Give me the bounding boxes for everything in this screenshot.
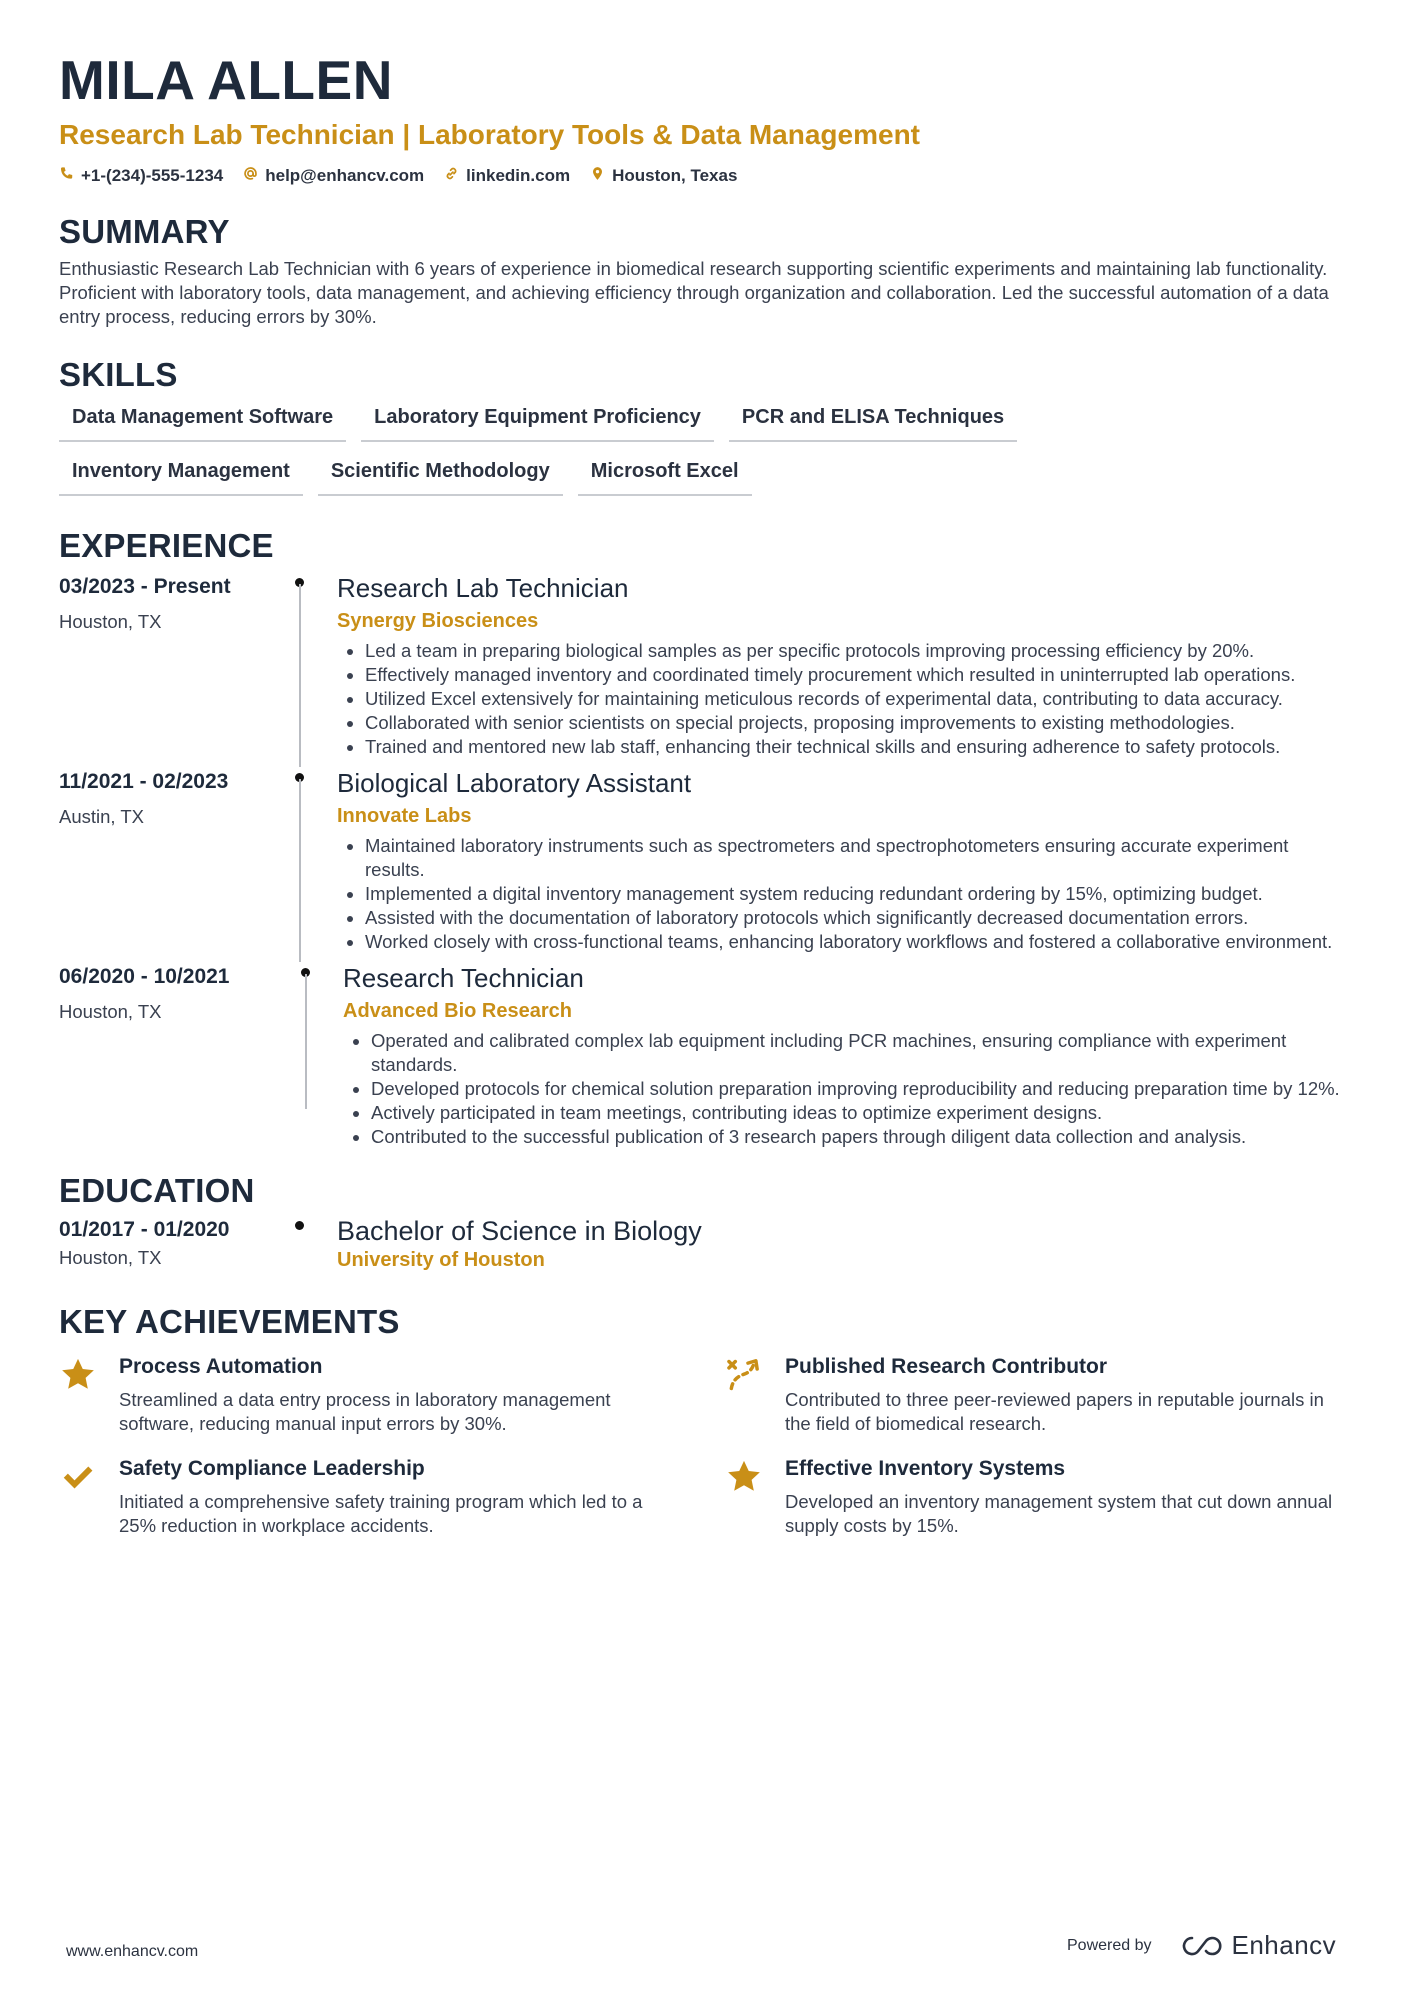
footer-branding — [1067, 1930, 1336, 1961]
skill-list — [59, 402, 1209, 496]
achievement-description: Initiated a comprehensive safety training program which led to a 25% reduction in workplace accidents. — [119, 1491, 643, 1536]
job-location: Austin, TX — [59, 806, 145, 827]
job-location: Houston, TX — [59, 611, 162, 632]
skill-tag: Inventory Management — [59, 456, 303, 496]
job-dates: 03/2023 - Present — [59, 575, 231, 598]
achievement-item — [725, 1354, 1345, 1436]
enhancv-logo-icon — [1180, 1934, 1224, 1958]
enhancv-logo[interactable] — [1180, 1930, 1337, 1961]
job-bullet: • Trained and mentored new lab staff, enhancing their technical skills and ensuring adherence to safety protocols. — [365, 735, 1351, 759]
timeline-marker — [293, 767, 305, 962]
powered-by-label: Powered by — [1067, 1936, 1152, 1954]
job-bullet: • Maintained laboratory instruments such as spectrometers and spectrophotometers ensuring accurate experiment results. — [365, 834, 1351, 882]
at-icon — [243, 166, 258, 186]
education-entry — [59, 1215, 1351, 1272]
education-degree: Bachelor of Science in Biology — [337, 1216, 702, 1246]
linkedin-text: linkedin.com — [466, 166, 571, 185]
experience-entry — [59, 962, 1351, 1149]
candidate-name: MILA ALLEN — [59, 49, 393, 111]
education-section — [59, 1171, 1351, 1272]
contact-email[interactable] — [243, 166, 424, 186]
job-bullet: • Contributed to the successful publication of 3 research papers through diligent data collection and analysis. — [371, 1125, 1351, 1149]
job-dates: 11/2021 - 02/2023 — [59, 770, 229, 793]
skill-tag: Microsoft Excel — [578, 456, 752, 496]
job-role: Biological Laboratory Assistant — [337, 768, 692, 798]
job-bullet: • Effectively managed inventory and coordinated timely procurement which resulted in uninterrupted lab operations. — [365, 663, 1351, 687]
job-role: Research Technician — [343, 963, 584, 993]
contact-phone[interactable] — [59, 166, 223, 186]
achievement-description: Streamlined a data entry process in laboratory management software, reducing manual input errors by 30%. — [119, 1389, 611, 1434]
job-location: Houston, TX — [59, 1001, 162, 1022]
job-bullet: • Worked closely with cross-functional teams, enhancing laboratory workflows and fostered a collaborative environment. — [365, 930, 1351, 954]
location-pin-icon — [590, 166, 605, 186]
achievement-description: Developed an inventory management system that cut down annual supply costs by 15%. — [785, 1491, 1333, 1536]
contact-location — [590, 166, 737, 186]
job-dates: 06/2020 - 10/2021 — [59, 965, 230, 988]
timeline-marker — [293, 572, 305, 767]
job-role: Research Lab Technician — [337, 573, 629, 603]
section-title-experience: EXPERIENCE — [59, 527, 274, 564]
summary-section — [59, 212, 1351, 329]
experience-section — [59, 526, 1351, 1149]
job-bullet: • Utilized Excel extensively for maintaining meticulous records of experimental data, contributing to data accuracy. — [365, 687, 1351, 711]
timeline-marker — [293, 1215, 305, 1272]
section-title-skills: SKILLS — [59, 356, 178, 393]
achievement-title: Safety Compliance Leadership — [119, 1457, 425, 1480]
email-text: help@enhancv.com — [265, 166, 425, 185]
skill-tag: Data Management Software — [59, 402, 346, 442]
achievement-item — [59, 1354, 725, 1436]
phone-icon — [59, 166, 74, 186]
job-bullets — [343, 1029, 1351, 1149]
education-school: University of Houston — [337, 1249, 545, 1271]
skills-section — [59, 355, 1351, 496]
experience-entry — [59, 572, 1351, 767]
job-bullet: • Developed protocols for chemical solution preparation improving reproducibility and reducing preparation time by 12%. — [371, 1077, 1351, 1101]
star-icon — [725, 1456, 785, 1538]
contact-linkedin[interactable] — [444, 166, 570, 186]
job-bullet: • Led a team in preparing biological samples as per specific protocols improving processing efficiency by 20%. — [365, 639, 1351, 663]
achievement-title: Process Automation — [119, 1355, 323, 1378]
achievement-item — [725, 1456, 1345, 1538]
section-title-achievements: KEY ACHIEVEMENTS — [59, 1303, 400, 1340]
experience-entry — [59, 767, 1351, 962]
link-icon — [444, 166, 459, 186]
job-bullet: • Implemented a digital inventory management system reducing redundant ordering by 15%, optimizing budget. — [365, 882, 1351, 906]
strategy-arrow-icon — [725, 1354, 785, 1436]
candidate-title: Research Lab Technician | Laboratory Tools & Data Management — [59, 119, 920, 150]
achievement-list — [59, 1354, 1351, 1538]
phone-text: +1-(234)-555-1234 — [81, 166, 224, 185]
section-title-education: EDUCATION — [59, 1172, 255, 1209]
job-bullet: • Assisted with the documentation of laboratory protocols which significantly decreased documentation errors. — [365, 906, 1351, 930]
education-dates: 01/2017 - 01/2020 — [59, 1218, 230, 1241]
brand-name: Enhancv — [1231, 1930, 1337, 1960]
achievement-title: Effective Inventory Systems — [785, 1457, 1066, 1480]
skill-tag: PCR and ELISA Techniques — [729, 402, 1017, 442]
section-title-summary: SUMMARY — [59, 213, 230, 250]
skill-tag: Scientific Methodology — [318, 456, 563, 496]
achievement-title: Published Research Contributor — [785, 1355, 1108, 1378]
experience-list — [59, 572, 1351, 1149]
location-text: Houston, Texas — [612, 166, 738, 185]
job-bullets — [337, 834, 1351, 954]
achievement-description: Contributed to three peer-reviewed papers in reputable journals in the field of biomedical research. — [785, 1389, 1324, 1434]
achievement-item — [59, 1456, 725, 1538]
job-bullet: • Collaborated with senior scientists on special projects, proposing improvements to existing methodologies. — [365, 711, 1351, 735]
star-icon — [59, 1354, 119, 1436]
footer-website-link[interactable]: www.enhancv.com — [66, 1943, 199, 1960]
summary-text: Enthusiastic Research Lab Technician with 6 years of experience in biomedical research supporting scientific experiments and maintaining lab functionality. Proficient with laboratory tools, data management, and achieving efficiency through organization and collaboration. Led the successful automation of a data entry process, reducing errors by 30%. — [59, 258, 1329, 327]
job-bullet: • Operated and calibrated complex lab equipment including PCR machines, ensuring compliance with experiment standards. — [371, 1029, 1351, 1077]
job-company: Synergy Biosciences — [337, 610, 539, 632]
achievements-section — [59, 1302, 1351, 1538]
job-company: Advanced Bio Research — [343, 1000, 572, 1022]
job-bullet: • Actively participated in team meetings, contributing ideas to optimize experiment designs. — [371, 1101, 1351, 1125]
job-company: Innovate Labs — [337, 805, 472, 827]
education-location: Houston, TX — [59, 1247, 162, 1268]
job-bullets — [337, 639, 1351, 759]
checkmark-icon — [59, 1456, 119, 1538]
contact-bar — [59, 166, 1351, 186]
skill-tag: Laboratory Equipment Proficiency — [361, 402, 714, 442]
timeline-marker — [299, 962, 311, 1149]
